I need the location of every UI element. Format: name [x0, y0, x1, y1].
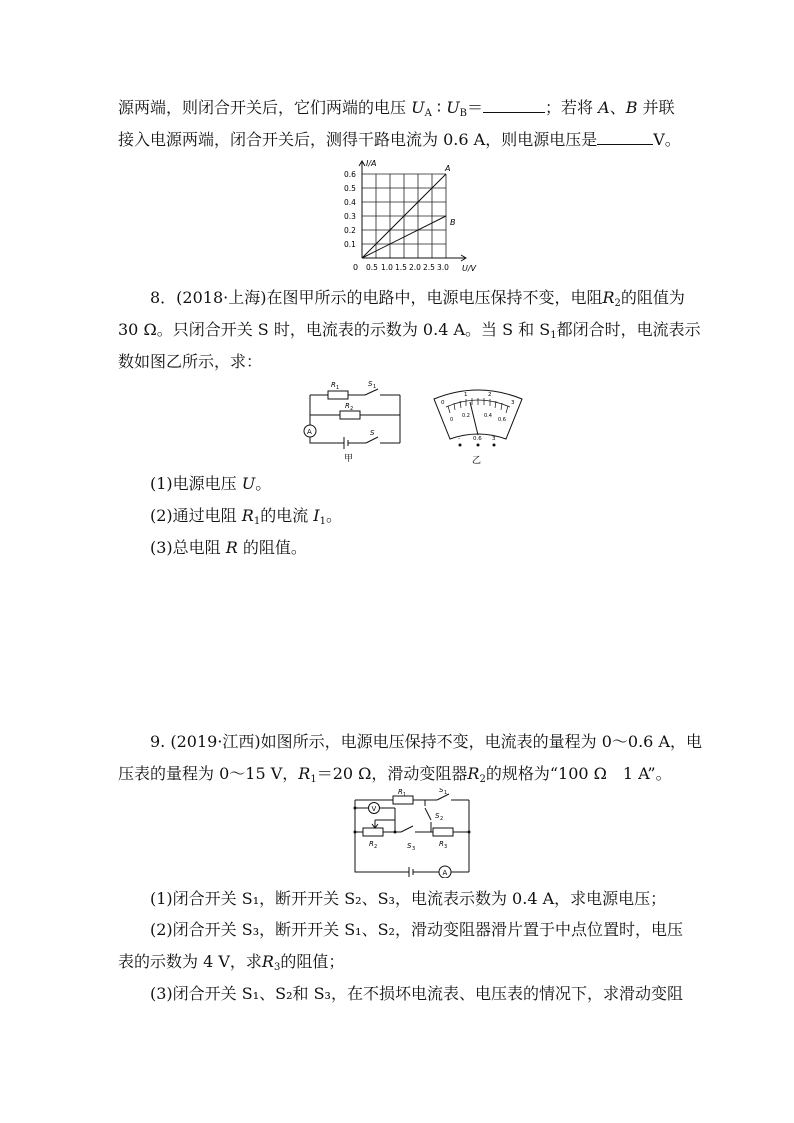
switch-s	[366, 437, 378, 443]
x-tick-1.0: 1.0	[381, 263, 393, 272]
q8-sub-3: (3)总电阻 R 的阻值。	[150, 538, 307, 557]
svg-text:R: R	[439, 840, 444, 848]
graph-axes	[359, 161, 466, 261]
q9-sub-1: (1)闭合开关 S₁，断开开关 S₂、S₃，电流表示数为 0.4 A，求电源电压；	[150, 889, 667, 908]
iu-graph	[340, 158, 490, 276]
q8-line-2: 30 Ω。只闭合开关 S 时，电流表的示数为 0.4 A。当 S 和 $S_1$都闭合时，电流表示	[118, 320, 701, 341]
y-tick-0.3: 0.3	[344, 212, 356, 221]
q8-line-1: 8．(2018·上海)在图甲所示的电路中，电源电压保持不变，电阻$R_2$的阻值为	[150, 288, 685, 309]
x-tick-1.5: 1.5	[395, 263, 407, 272]
line-b-label: B	[450, 218, 456, 227]
svg-text:V: V	[371, 805, 377, 813]
svg-text:2: 2	[488, 392, 492, 398]
switch-s3	[401, 826, 413, 832]
svg-text:2: 2	[440, 816, 444, 822]
svg-text:3: 3	[511, 400, 515, 406]
svg-text:3: 3	[492, 436, 496, 442]
svg-text:A: A	[307, 428, 312, 436]
resistor-r3	[433, 828, 453, 836]
svg-text:R: R	[398, 788, 403, 796]
svg-text:3: 3	[412, 846, 416, 852]
y-tick-0.2: 0.2	[344, 226, 356, 235]
q7-line-2: 接入电源两端，闭合开关后，测得干路电流为 0.6 A，则电源电压是 V。	[118, 130, 681, 149]
answer-blank-voltage[interactable]	[597, 130, 653, 145]
rheostat-r2	[363, 828, 383, 836]
svg-text:1: 1	[464, 392, 468, 398]
x-tick-3.0: 3.0	[437, 263, 449, 272]
y-tick-0.4: 0.4	[344, 198, 356, 207]
y-tick-0.6: 0.6	[344, 170, 356, 179]
svg-text:1: 1	[444, 790, 448, 796]
svg-text:2: 2	[350, 406, 354, 412]
caption-yi: 乙	[472, 456, 482, 466]
resistor-r2	[340, 411, 360, 419]
q8-sub-2: (2)通过电阻 $R_1$的电流 $I_1$。	[150, 506, 343, 527]
svg-text:1: 1	[373, 384, 377, 390]
svg-text:0: 0	[450, 417, 454, 423]
switch-s1	[437, 794, 449, 800]
svg-text:1: 1	[336, 385, 340, 391]
svg-text:S: S	[370, 429, 375, 437]
y-tick-0.5: 0.5	[344, 184, 356, 193]
svg-text:R: R	[345, 402, 350, 410]
svg-text:S: S	[435, 812, 440, 820]
terminal-0.6	[477, 444, 480, 447]
q9-line-2: 压表的量程为 0～15 V，$R_1=20$ Ω，滑动变阻器$R_2$的规格为“100 Ω 1 A”。	[118, 764, 672, 785]
y-tick-0.1: 0.1	[344, 240, 356, 249]
resistor-r1	[328, 391, 348, 399]
caption-jia: 甲	[344, 454, 354, 464]
svg-text:0: 0	[441, 400, 445, 406]
svg-text:0.6: 0.6	[498, 417, 506, 423]
svg-text:S: S	[368, 380, 373, 388]
line-a-label: A	[445, 164, 451, 173]
terminal-3	[493, 444, 496, 447]
y-axis-label: I/A	[366, 159, 377, 168]
svg-text:S: S	[407, 842, 412, 850]
svg-text:3: 3	[444, 844, 448, 850]
svg-text:R: R	[369, 840, 374, 848]
svg-text:2: 2	[374, 844, 378, 850]
answer-blank-ratio[interactable]	[483, 98, 545, 113]
q7-line-1: 源两端，则闭合开关后，它们两端的电压 $U_A$ ∶ $U_B=$ ；若将 A、B 并联	[118, 98, 675, 119]
svg-text:0.4: 0.4	[484, 413, 492, 419]
q9-line-1: 9. (2019·江西)如图所示，电源电压保持不变，电流表的量程为 0～0.6 A，电	[150, 732, 702, 751]
q9-sub-2-line-1: (2)闭合开关 S₃，断开开关 S₁、S₂，滑动变阻器滑片置于中点位置时，电压	[150, 920, 683, 939]
svg-text:0.2: 0.2	[462, 413, 470, 419]
q9-sub-3: (3)闭合开关 S₁、S₂和 S₃，在不损坏电流表、电压表的情况下，求滑动变阻	[150, 984, 683, 1003]
circuit-q9	[345, 788, 480, 878]
q8-line-3: 数如图乙所示，求：	[118, 352, 263, 371]
q8-sub-1: (1)电源电压 U。	[150, 474, 272, 493]
svg-text:-: -	[458, 436, 460, 442]
origin-label: 0	[353, 263, 359, 272]
svg-text:R: R	[331, 381, 336, 389]
terminal-negative	[459, 444, 462, 447]
circuit-jia	[300, 375, 410, 465]
dial-face	[434, 390, 522, 439]
x-tick-0.5: 0.5	[366, 263, 378, 272]
svg-text:1: 1	[403, 792, 407, 798]
svg-text:A: A	[442, 869, 448, 877]
q9-sub-2-line-2: 表的示数为 4 V，求$R_3$的阻值；	[118, 952, 345, 973]
x-tick-2.0: 2.0	[409, 263, 421, 272]
x-tick-2.5: 2.5	[423, 263, 435, 272]
svg-text:0.6: 0.6	[473, 436, 482, 442]
x-axis-label: U/V	[462, 264, 477, 273]
switch-s2	[425, 808, 431, 820]
ammeter-dial-yi	[428, 385, 528, 467]
svg-text:S: S	[439, 788, 444, 794]
